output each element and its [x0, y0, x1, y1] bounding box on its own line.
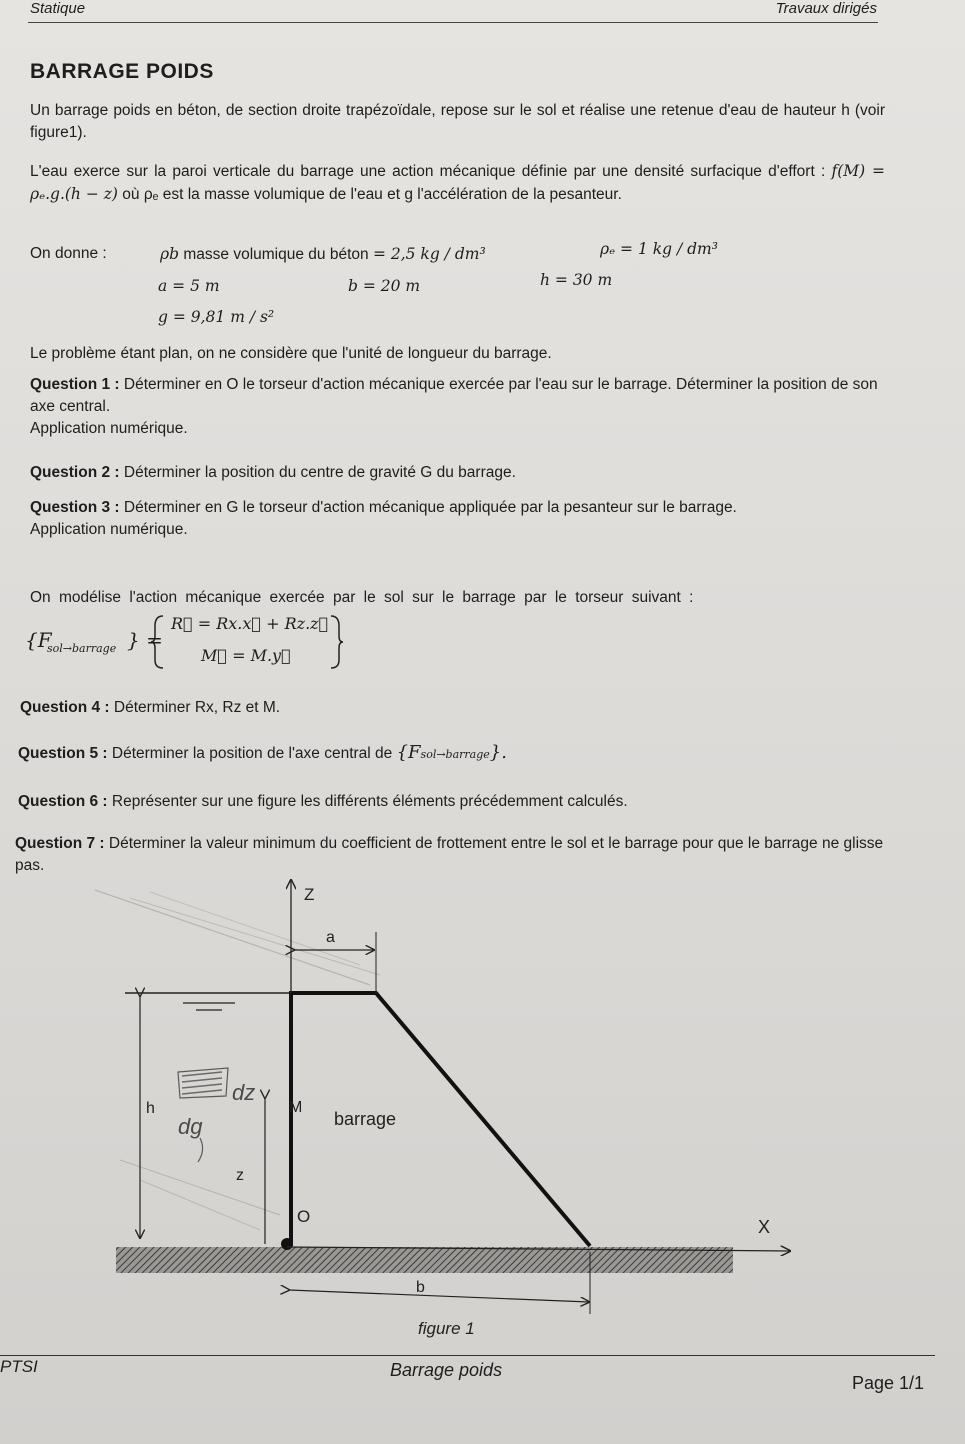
- question-5-label: Question 5 :: [18, 745, 108, 762]
- z-small-label: z: [236, 1167, 244, 1184]
- torseur-lhs: {F: [25, 628, 52, 652]
- header-divider: [28, 22, 878, 23]
- b-label: b: [416, 1279, 425, 1296]
- given-h: h = 30 m: [540, 271, 613, 289]
- ground-hatch: [116, 1247, 733, 1273]
- footer-left: PTSI: [0, 1357, 38, 1376]
- given-a: a = 5 m: [158, 277, 220, 295]
- x-axis-label: X: [758, 1217, 771, 1237]
- torseur-R: R⃗ = Rx.x⃗ + Rz.z⃗: [171, 614, 329, 633]
- page-title: BARRAGE POIDS: [30, 60, 214, 83]
- header-left: Statique: [30, 0, 86, 17]
- question-5-text: Déterminer la position de l'axe central de: [111, 745, 393, 762]
- model-text: On modélise l'action mécanique exercée par le sol sur le barrage par le torseur suivant :: [30, 589, 694, 606]
- pencil-sketch-line: [130, 898, 380, 975]
- question-4-text: Déterminer Rx, Rz et M.: [113, 699, 281, 716]
- water-action-text2: où ρₑ est la masse volumique de l'eau et g l'accélération de la pesanteur.: [122, 186, 622, 203]
- barrage-label: barrage: [334, 1109, 397, 1129]
- question-4-label: Question 4 :: [20, 699, 110, 716]
- water-action-text1: L'eau exerce sur la paroi verticale du barrage une action mécanique définie par une densité surfacique d'effort :: [30, 163, 826, 180]
- question-6: [18, 791, 873, 813]
- water-action-paragraph: [30, 160, 885, 206]
- question-3-app: Application numérique.: [30, 521, 188, 538]
- question-3: [30, 497, 885, 541]
- a-label: a: [326, 929, 335, 946]
- b-dimension-arrow: [289, 1290, 589, 1302]
- question-5-end: }.: [489, 742, 507, 763]
- question-7-text: Déterminer la valeur minimum du coefficient de frottement entre le sol et le barrage pour que le barrage ne glisse pas.: [15, 835, 884, 874]
- question-5: [18, 742, 873, 766]
- given-label: On donne :: [30, 245, 107, 262]
- question-6-label: Question 6 :: [18, 793, 108, 810]
- figure-caption: figure 1: [418, 1319, 475, 1338]
- given-rho-b: [160, 245, 486, 264]
- question-6-text: Représenter sur une figure les différents éléments précédemment calculés.: [111, 793, 628, 810]
- torseur-M: M⃗ = M.y⃗: [201, 646, 291, 665]
- figure-1: [0, 870, 965, 1350]
- pencil-hatch-strokes: [182, 1072, 222, 1094]
- question-4: [20, 697, 875, 719]
- rho-b-symbol: ρb: [160, 245, 180, 263]
- question-5-torseur: {F: [396, 742, 421, 763]
- given-rho-e: ρₑ = 1 kg / dm³: [600, 240, 718, 258]
- water-action-formula: f(M) = ρₑ.g.(h − z): [30, 162, 885, 203]
- question-2: [30, 462, 885, 484]
- origin-point: [281, 1238, 293, 1250]
- given-g: g = 9,81 m / s²: [158, 308, 275, 326]
- question-1-text: Déterminer en O le torseur d'action mécanique exercée par l'eau sur le barrage. Déterminer la position de son axe central.: [30, 376, 878, 415]
- question-5-sub: sol→barrage: [420, 748, 490, 761]
- hand-dg: dg: [178, 1114, 203, 1139]
- given-b: b = 20 m: [348, 277, 421, 295]
- torseur-block: [25, 612, 345, 672]
- question-3-text: Déterminer en G le torseur d'action mécanique appliquée par la pesanteur sur le barrage.: [123, 499, 737, 516]
- question-2-label: Question 2 :: [30, 464, 120, 481]
- o-label: O: [297, 1207, 311, 1226]
- question-7-label: Question 7 :: [15, 835, 105, 852]
- m-label: M: [289, 1099, 303, 1116]
- intro-paragraph: Un barrage poids en béton, de section droite trapézoïdale, repose sur le sol et réalise une retenue d'eau de hauteur h (voir figure1).: [30, 102, 885, 141]
- footer-center: Barrage poids: [390, 1360, 503, 1380]
- torseur-eq: } =: [127, 628, 163, 652]
- question-1-label: Question 1 :: [30, 376, 120, 393]
- z-axis-label: Z: [304, 885, 315, 904]
- h-label: h: [146, 1100, 155, 1117]
- hand-dz: dz: [232, 1080, 256, 1105]
- question-2-text: Déterminer la position du centre de gravité G du barrage.: [123, 464, 516, 481]
- question-1-app: Application numérique.: [30, 420, 188, 437]
- question-1: [30, 374, 885, 440]
- header-right: Travaux dirigés: [775, 0, 877, 17]
- rho-b-value: = 2,5 kg / dm³: [372, 245, 486, 263]
- pencil-sketch-line: [120, 1160, 280, 1215]
- footer-divider: [0, 1355, 935, 1356]
- footer-page-number: Page 1/1: [852, 1373, 925, 1393]
- pencil-curl: [198, 1138, 203, 1162]
- rho-b-text: masse volumique du béton: [183, 246, 369, 263]
- question-3-label: Question 3 :: [30, 499, 120, 516]
- torseur-sub: sol→barrage: [47, 642, 117, 655]
- plan-note: Le problème étant plan, on ne considère que l'unité de longueur du barrage.: [30, 345, 552, 362]
